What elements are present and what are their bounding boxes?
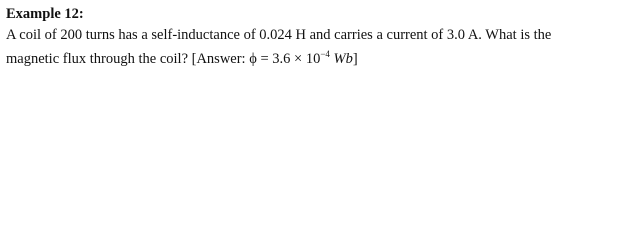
document-page (0, 0, 629, 72)
example-heading: Example 12: (6, 6, 84, 22)
answer-unit: Wb (329, 51, 353, 67)
problem-text-line-2 (6, 51, 358, 69)
phi-symbol: ϕ (249, 51, 257, 67)
answer-exponent: −4 (320, 49, 330, 59)
closing-bracket: ] (352, 51, 358, 67)
problem-text-line-1: A coil of 200 turns has a self-inductance of 0.024 H and carries a current of 3.0 A. What is the (6, 27, 552, 43)
question-text: magnetic flux through the coil? [Answer: (6, 51, 250, 67)
answer-value: = 3.6 × 10 (256, 51, 321, 67)
